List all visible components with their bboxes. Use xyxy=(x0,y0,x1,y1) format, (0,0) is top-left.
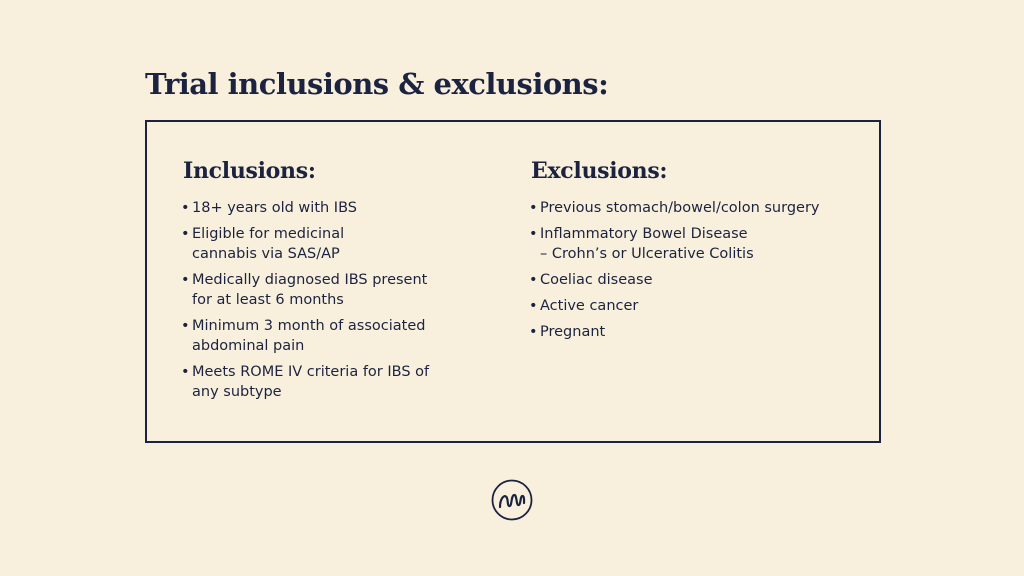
inclusions-list xyxy=(183,198,483,402)
bullet: • xyxy=(181,272,190,288)
exclusion-item xyxy=(531,296,871,316)
bullet: • xyxy=(529,272,538,288)
bullet: • xyxy=(181,364,190,380)
inclusion-item xyxy=(183,198,483,218)
exclusion-item-text: Inflammatory Bowel Disease – Crohn’s or Ulcerative Colitis xyxy=(540,226,754,262)
exclusions-column xyxy=(531,156,871,348)
page-title: Trial inclusions & exclusions: xyxy=(145,67,609,101)
exclusion-item xyxy=(531,270,871,290)
exclusion-item xyxy=(531,322,871,342)
inclusion-item-text: Minimum 3 month of associated abdominal pain xyxy=(192,318,426,354)
bullet: • xyxy=(529,226,538,242)
exclusion-item-text: Previous stomach/bowel/colon surgery xyxy=(540,200,820,216)
exclusions-heading: Exclusions: xyxy=(531,158,668,184)
bullet: • xyxy=(529,324,538,340)
exclusions-list xyxy=(531,198,871,342)
inclusions-heading: Inclusions: xyxy=(183,158,316,184)
bullet: • xyxy=(181,318,190,334)
exclusion-item-text: Pregnant xyxy=(540,324,606,340)
bullet: • xyxy=(181,226,190,242)
inclusion-item xyxy=(183,270,483,310)
exclusion-item-text: Active cancer xyxy=(540,298,639,314)
exclusion-item xyxy=(531,224,871,264)
bullet: • xyxy=(181,200,190,216)
wave-circle-icon xyxy=(490,478,534,522)
inclusion-item-text: Eligible for medicinal cannabis via SAS/AP xyxy=(192,226,345,262)
inclusion-item-text: Medically diagnosed IBS present for at least 6 months xyxy=(192,272,428,308)
inclusion-item-text: Meets ROME IV criteria for IBS of any subtype xyxy=(192,364,430,400)
inclusion-item xyxy=(183,362,483,402)
exclusion-item xyxy=(531,198,871,218)
bullet: • xyxy=(529,200,538,216)
inclusion-item-text: 18+ years old with IBS xyxy=(192,200,357,216)
exclusion-item-text: Coeliac disease xyxy=(540,272,653,288)
bullet: • xyxy=(529,298,538,314)
inclusions-column xyxy=(183,156,483,408)
inclusion-item xyxy=(183,224,483,264)
inclusion-item xyxy=(183,316,483,356)
criteria-box xyxy=(145,120,881,443)
